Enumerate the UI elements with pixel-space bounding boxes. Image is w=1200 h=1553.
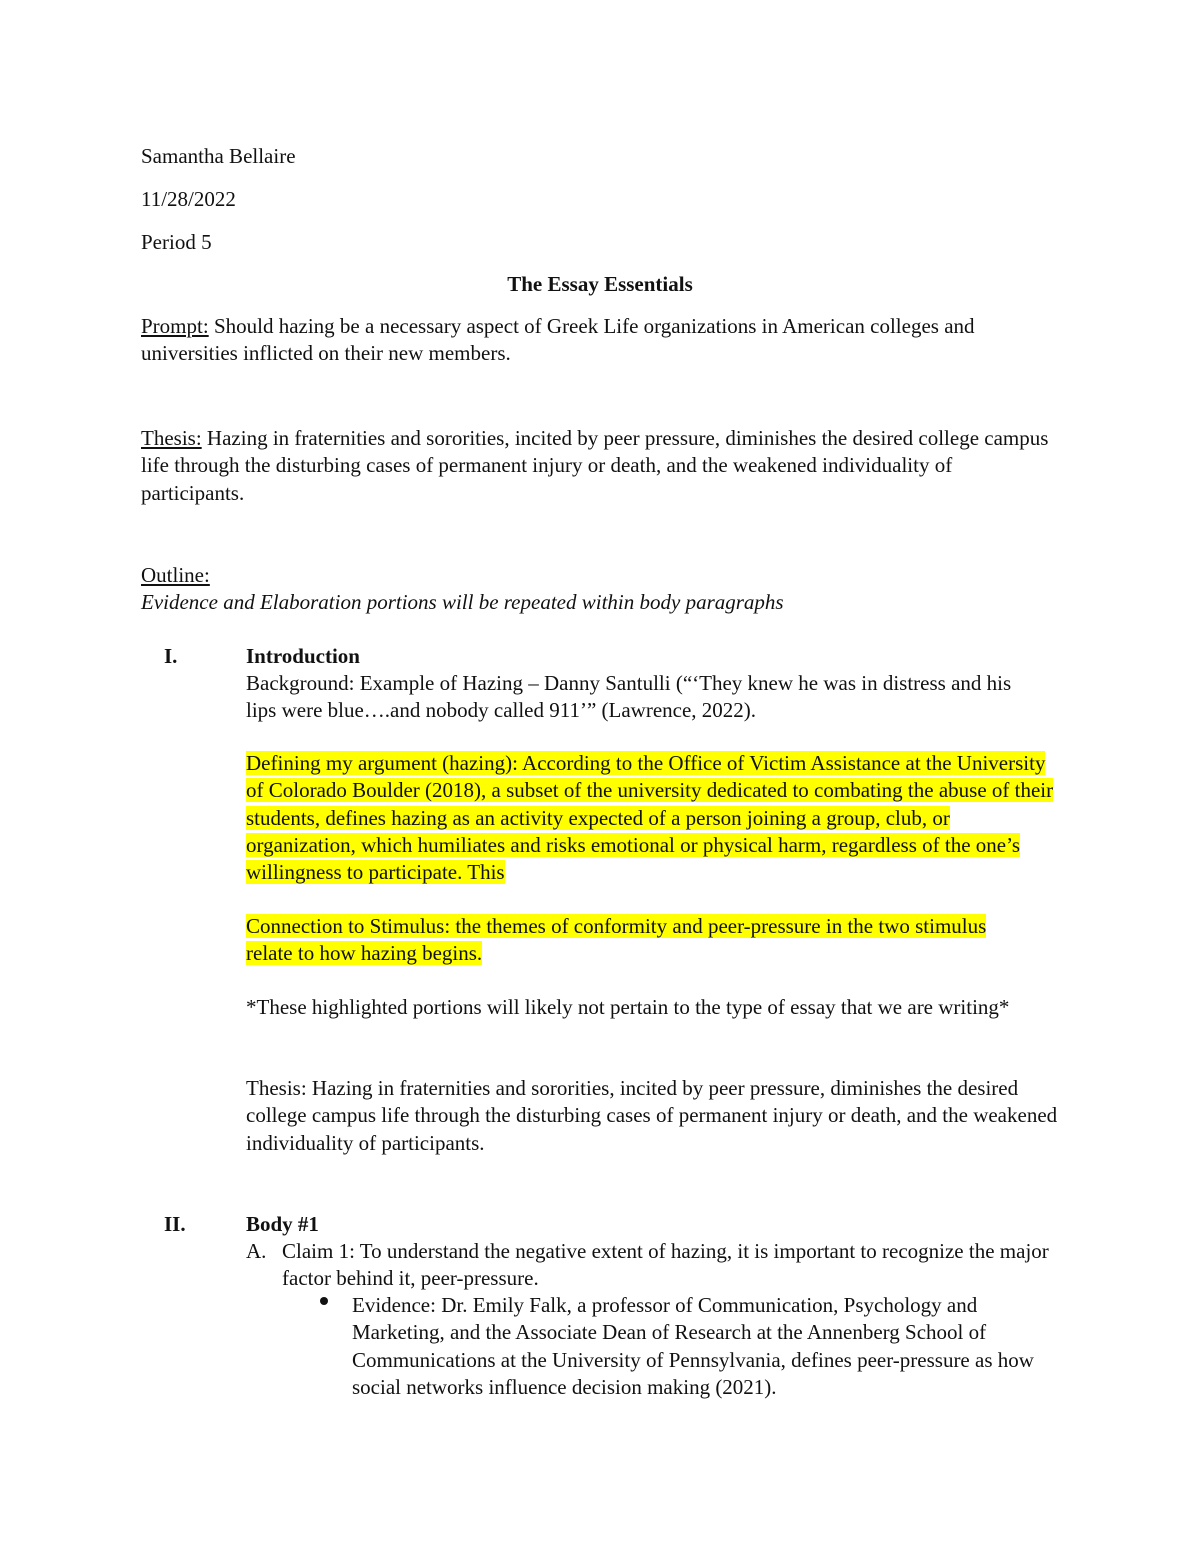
thesis-paragraph <box>141 425 1056 507</box>
claim-letter: A. <box>246 1239 267 1263</box>
highlighted-defining-text: Defining my argument (hazing): According to the Office of Victim Assistance at the University of Colorado Boulder (2018), a subset of the university dedicated to combating the abuse of their students, defines hazing as an activity expected of a person joining a group, club, or organization, which humiliates and risks emotional or physical harm, regardless of the one’s willingness to participate. This <box>246 751 1054 885</box>
outline-label: Outline: <box>141 563 210 587</box>
thesis-label: Thesis: <box>141 426 202 450</box>
intro-defining-argument <box>246 750 1064 886</box>
intro-highlight-note: *These highlighted portions will likely not pertain to the type of essay that we are writing* <box>246 995 1010 1019</box>
thesis-text: Hazing in fraternities and sororities, incited by peer pressure, diminishes the desired college campus life through the disturbing cases of permanent injury or death, and the weakened individuality of participants. <box>141 426 1049 505</box>
author-name: Samantha Bellaire <box>141 144 296 168</box>
intro-background: Background: Example of Hazing – Danny Santulli (“‘They knew he was in distress and his lips were blue….and nobody called 911’” (Lawrence, 2022). <box>246 671 1012 723</box>
bullet-icon <box>320 1297 328 1305</box>
prompt-paragraph <box>141 313 1056 368</box>
section-numeral-ii: II. <box>164 1212 186 1236</box>
prompt-text: Should hazing be a necessary aspect of Greek Life organizations in American colleges and universities inflicted on their new members. <box>141 314 975 366</box>
prompt-label: Prompt: <box>141 314 209 338</box>
document-title: The Essay Essentials <box>507 272 693 296</box>
evidence-1: Evidence: Dr. Emily Falk, a professor of Communication, Psychology and Marketing, and the Associate Dean of Research at the Annenberg School of Communications at the University of Pennsylvania, defines peer-pressure as how social networks influence decision making (2021). <box>352 1293 1034 1399</box>
claim-1: Claim 1: To understand the negative extent of hazing, it is important to recognize the major factor behind it, peer-pressure. <box>282 1239 1049 1291</box>
section-numeral-i: I. <box>164 644 178 668</box>
section-heading-body-1: Body #1 <box>246 1212 319 1236</box>
highlighted-connection-text: Connection to Stimulus: the themes of conformity and peer-pressure in the two stimulus relate to how hazing begins. <box>246 914 987 966</box>
section-heading-introduction: Introduction <box>246 644 360 668</box>
intro-connection-stimulus <box>246 913 1016 968</box>
class-period: Period 5 <box>141 230 212 254</box>
outline-note: Evidence and Elaboration portions will be repeated within body paragraphs <box>141 590 784 614</box>
intro-thesis: Thesis: Hazing in fraternities and sororities, incited by peer pressure, diminishes the desired college campus life through the disturbing cases of permanent injury or death, and the weakened individuality of participants. <box>246 1076 1058 1155</box>
document-date: 11/28/2022 <box>141 187 236 211</box>
